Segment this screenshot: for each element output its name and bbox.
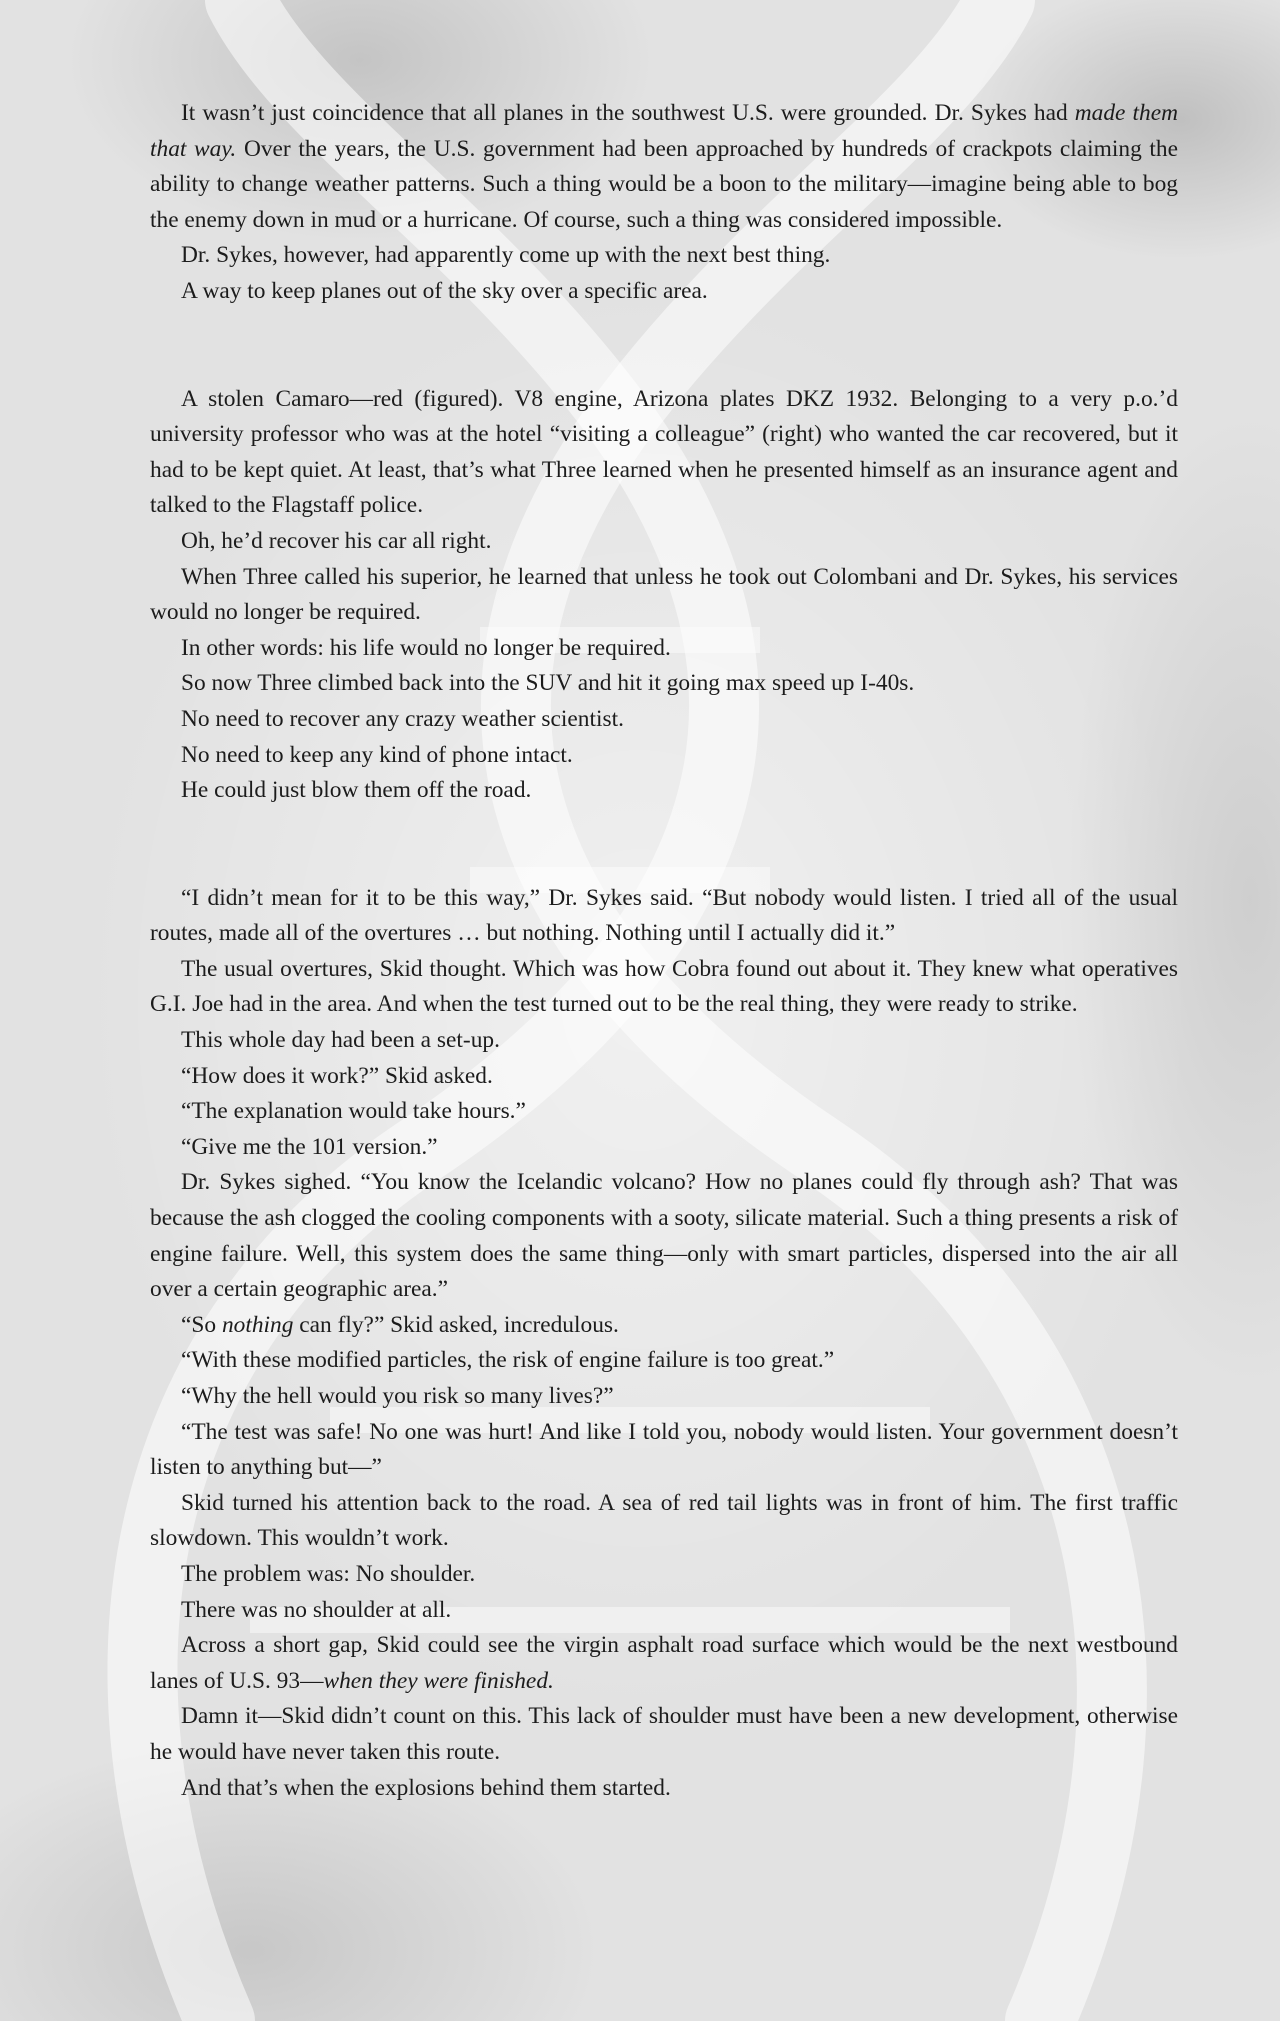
text-run: He could just blow them off the road. — [181, 777, 532, 804]
text-run: can fly?” Skid asked, incredulous. — [293, 1311, 619, 1338]
text-run: “How does it work?” Skid asked. — [181, 1062, 493, 1089]
text-run: In other words: his life would no longer be required. — [181, 634, 671, 661]
text-run: The problem was: No shoulder. — [181, 1560, 476, 1587]
text-run: “With these modified particles, the risk of engine failure is too great.” — [181, 1347, 835, 1374]
paragraph — [150, 1557, 1178, 1593]
paragraph — [150, 382, 1178, 524]
paragraph — [150, 1094, 1178, 1130]
paragraph — [150, 666, 1178, 702]
text-run: “Give me the 101 version.” — [181, 1133, 438, 1160]
paragraph — [150, 1023, 1178, 1059]
text-run: Across a short gap, Skid could see the virgin asphalt road surface which would be the next westbound lanes of U.S. 93— — [150, 1632, 1178, 1694]
paragraph — [150, 274, 1178, 310]
paragraph — [150, 1628, 1178, 1699]
paragraph — [150, 1699, 1178, 1770]
paragraph — [150, 96, 1178, 238]
text-run: It wasn’t just coincidence that all planes in the southwest U.S. were grounded. Dr. Sykes had — [181, 100, 1075, 126]
text-run: “So — [181, 1311, 222, 1338]
text-run: Dr. Sykes, however, had apparently come up with the next best thing. — [181, 242, 831, 269]
text-run: And that’s when the explosions behind them started. — [181, 1774, 671, 1801]
italic-text: nothing — [221, 1311, 294, 1338]
paragraph — [150, 1059, 1178, 1095]
text-run: There was no shoulder at all. — [181, 1596, 452, 1623]
text-run: Damn it—Skid didn’t count on this. This lack of shoulder must have been a new development, otherwise he would have never taken this route. — [150, 1703, 1178, 1765]
paragraph — [150, 952, 1178, 1023]
paragraph — [150, 1593, 1178, 1629]
paragraph — [150, 881, 1178, 952]
paragraph — [150, 1771, 1178, 1807]
text-run: Dr. Sykes sighed. “You know the Icelandic volcano? How no planes could fly through ash? That was because the ash clogged the cooling components with a sooty, silicate material. Such a thing presents a risk of engine failure. Well, this system does the same thing—only with smart particles, dispersed into the air all over a certain geographic area.” — [150, 1169, 1178, 1303]
paragraph — [150, 524, 1178, 560]
text-run: When Three called his superior, he learned that unless he took out Colombani and Dr. Sykes, his services would no longer be required. — [150, 563, 1178, 626]
paragraph — [150, 1130, 1178, 1166]
section-break — [150, 310, 1178, 382]
text-run: So now Three climbed back into the SUV and hit it going max speed up I-40s. — [181, 670, 915, 697]
book-page-text — [150, 96, 1178, 1806]
paragraph — [150, 1165, 1178, 1307]
text-run: Over the years, the U.S. government had been approached by hundreds of crackpots claiming the ability to change weather patterns. Such a thing would be a boon to the military—imagine being able to bog the enemy down in mud or a hurricane. Of course, such a thing was considered impossible. — [150, 135, 1179, 233]
paragraph — [150, 702, 1178, 738]
text-run: No need to keep any kind of phone intact. — [181, 741, 573, 768]
text-run: A way to keep planes out of the sky over a specific area. — [181, 277, 708, 304]
italic-text: when they were finished. — [323, 1667, 554, 1694]
paragraph — [150, 1415, 1178, 1486]
section-break — [150, 809, 1178, 881]
paragraph — [150, 738, 1178, 774]
text-run: No need to recover any crazy weather scientist. — [181, 705, 624, 732]
paragraph — [150, 773, 1178, 809]
text-run: A stolen Camaro—red (figured). V8 engine, Arizona plates DKZ 1932. Belonging to a very p.o.’d university professor who was at the hotel “visiting a colleague” (right) who wanted the car recovered, but it had to be kept quiet. At least, that’s what Three learned when he presented himself as an insurance agent and talked to the Flagstaff police. — [150, 385, 1178, 519]
text-run: “Why the hell would you risk so many lives?” — [181, 1383, 614, 1409]
paragraph — [150, 631, 1178, 667]
text-run: Skid turned his attention back to the road. A sea of red tail lights was in front of him. The first traffic slowdown. This wouldn’t work. — [150, 1489, 1178, 1552]
paragraph — [150, 1343, 1178, 1379]
text-run: The usual overtures, Skid thought. Which was how Cobra found out about it. They knew what operatives G.I. Joe had in the area. And when the test turned out to be the real thing, they were ready to strike. — [150, 955, 1178, 1018]
text-run: Oh, he’d recover his car all right. — [181, 527, 492, 554]
paragraph — [150, 1379, 1178, 1415]
paragraph — [150, 560, 1178, 631]
text-run: This whole day had been a set-up. — [181, 1027, 500, 1054]
text-run: “I didn’t mean for it to be this way,” Dr. Sykes said. “But nobody would listen. I tried all of the usual routes, made all of the overtures … but nothing. Nothing until I actually did it.” — [150, 884, 1178, 947]
italic-text: made them that way. — [150, 100, 1178, 162]
text-run: “The test was safe! No one was hurt! And like I told you, nobody would listen. Your government doesn’t listen to anything but—” — [150, 1418, 1178, 1481]
paragraph — [150, 1486, 1178, 1557]
paragraph — [150, 1308, 1178, 1344]
paragraph — [150, 238, 1178, 274]
text-run: “The explanation would take hours.” — [181, 1098, 526, 1125]
